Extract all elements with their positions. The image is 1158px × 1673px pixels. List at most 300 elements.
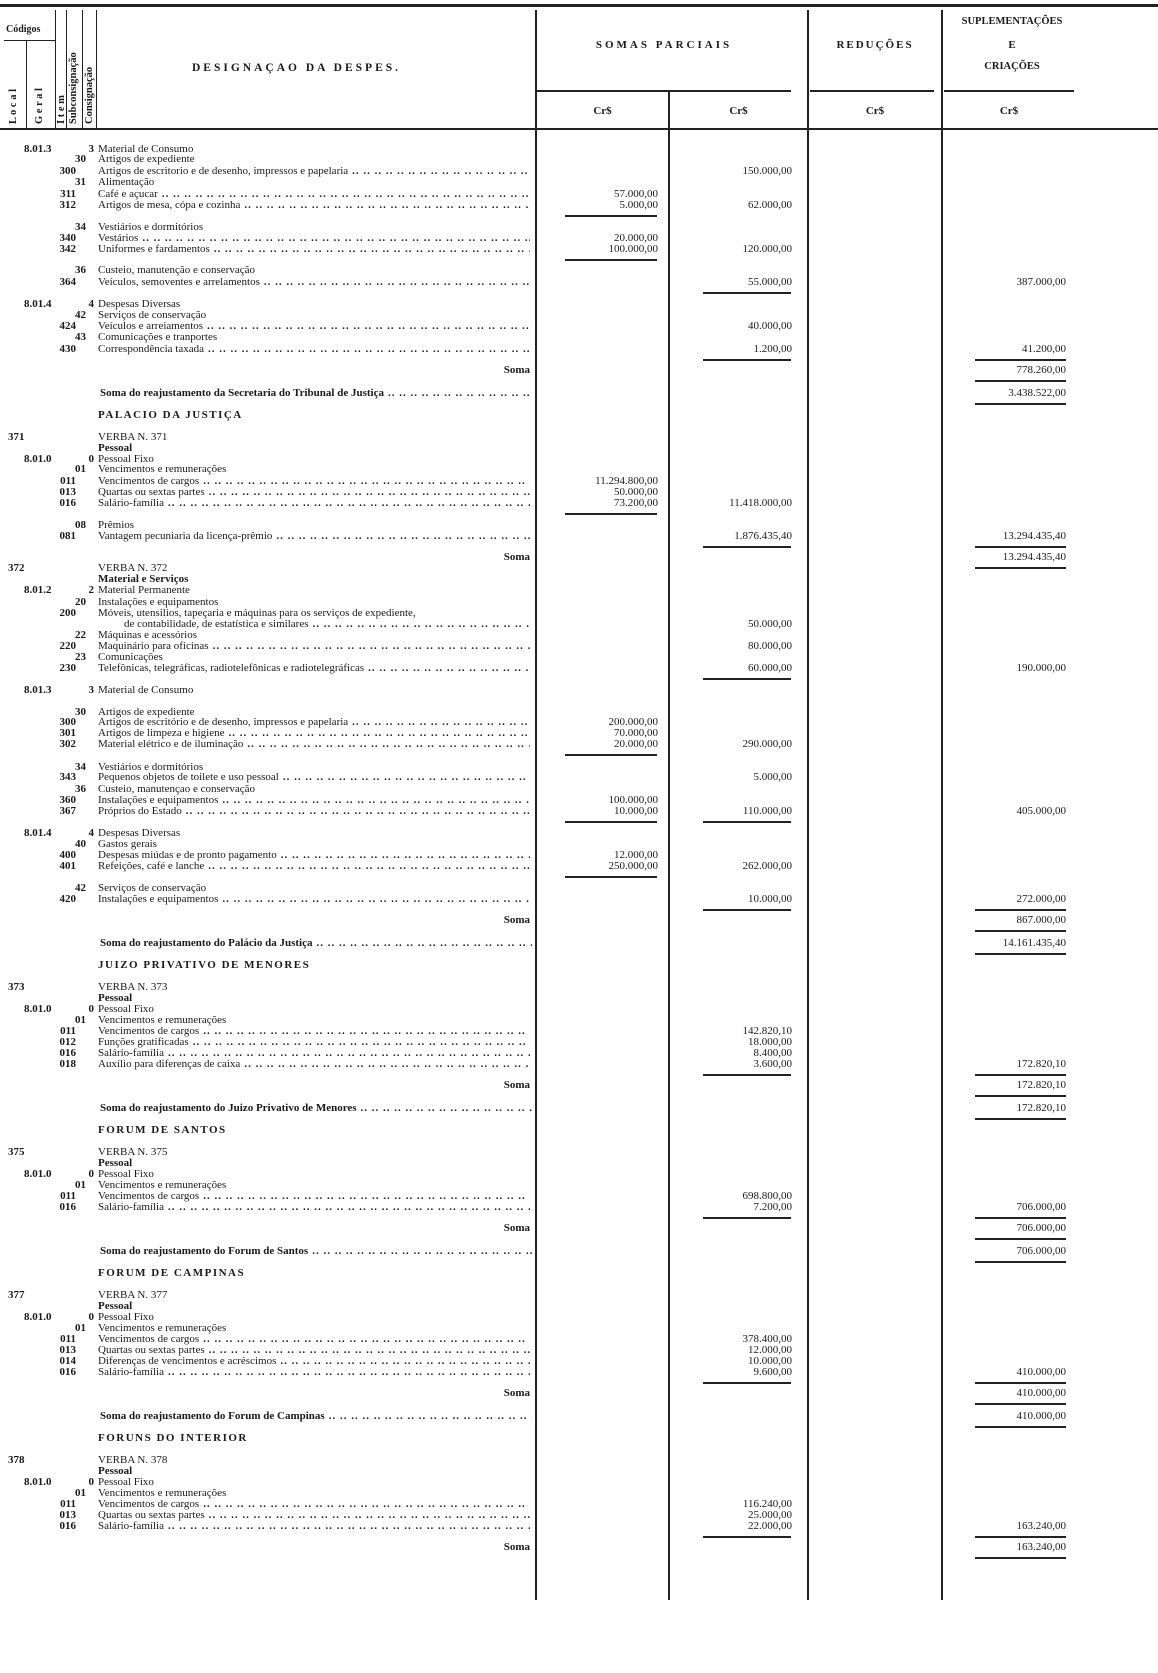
sum-rule (975, 1536, 1066, 1538)
item-code: 200 (59, 607, 76, 619)
designacao-text: VERBA N. 372 (98, 563, 168, 574)
sum-rule (703, 909, 791, 911)
table-row (0, 1521, 1158, 1532)
consignacao-code: 0 (88, 453, 94, 465)
designacao-cell (100, 1411, 532, 1422)
item-code: 300 (59, 716, 76, 728)
designacao-cell (98, 365, 530, 376)
designacao-cell (98, 244, 530, 255)
designacao-cell (98, 1268, 530, 1279)
dot-leader (277, 850, 530, 861)
suplementacao-value: 163.240,00 (1016, 1520, 1066, 1532)
currency-header-p2: Cr$ (729, 105, 748, 117)
sum-rule (565, 876, 657, 878)
designacao-text: Vencimentos e remunerações (98, 464, 227, 475)
table-row (0, 1059, 1158, 1070)
designacao-text: VERBA N. 375 (98, 1147, 168, 1158)
soma-parcial-2-value: 378.400,00 (742, 1333, 792, 1345)
soma-parcial-2-value: 7.200,00 (753, 1201, 792, 1213)
designacao-text: Material de Consumo (98, 144, 194, 155)
soma-parcial-1-value: 70.000,00 (614, 727, 658, 739)
item-code: 424 (59, 320, 76, 332)
suplementacao-value: 163.240,00 (1016, 1541, 1066, 1553)
designacao-text: Artigos de expediente (98, 707, 195, 718)
item-code: 014 (59, 1355, 76, 1367)
designacao-cell (98, 641, 530, 652)
table-row (0, 1323, 1158, 1334)
dot-leader (205, 487, 530, 498)
designacao-cell (98, 189, 530, 200)
table-row (0, 1301, 1158, 1312)
item-code: 011 (60, 1498, 76, 1510)
consignacao-code: 0 (88, 1003, 94, 1015)
col-divider (26, 40, 27, 128)
table-row (0, 652, 1158, 663)
soma-parcial-2-value: 698.800,00 (742, 1190, 792, 1202)
table-row (0, 894, 1158, 905)
designacao-cell (98, 685, 530, 696)
designacao-text: Móveis, utensilios, tapeçaria e máquinas para os serviços de expediente, (98, 608, 416, 619)
soma-parcial-2-value: 8.400,00 (753, 1047, 792, 1059)
designacao-text: Próprios do Estado (98, 806, 182, 817)
designacao-text: Pessoal Fixo (98, 1312, 154, 1323)
designacao-cell (98, 728, 530, 739)
designacao-text: Correspondência taxada (98, 344, 204, 355)
designacao-cell (98, 717, 530, 728)
designacao-text: Salário-família (98, 1521, 164, 1532)
table-row (0, 321, 1158, 332)
designacao-text: Vencimentos e remunerações (98, 1323, 227, 1334)
dot-leader (308, 1246, 532, 1257)
section-heading (0, 1268, 1158, 1279)
verba-code: 378 (8, 1454, 25, 1466)
designacao-cell (98, 839, 530, 850)
sum-rule (975, 546, 1066, 548)
suplementacoes-divider (944, 90, 1074, 92)
sum-rule (975, 1426, 1066, 1428)
table-row (0, 993, 1158, 1004)
table-row (0, 177, 1158, 188)
item-code: 220 (59, 640, 76, 652)
designacao-cell (98, 464, 530, 475)
designacao-cell (98, 265, 530, 276)
dot-leader (182, 806, 530, 817)
sum-rule (975, 1095, 1066, 1097)
designacao-text: Instalações e equipamentos (98, 597, 219, 608)
designacao-text: Pessoal (98, 1158, 133, 1169)
designacao-cell (98, 310, 530, 321)
item-code: 312 (59, 199, 76, 211)
soma-parcial-2-value: 262.000,00 (742, 860, 792, 872)
table-row (0, 520, 1158, 531)
item-code: 343 (59, 771, 76, 783)
designacao-cell (98, 1488, 530, 1499)
designacao-text: Salário-família (98, 1202, 164, 1213)
item-code: 018 (59, 1058, 76, 1070)
designacao-text: Soma (503, 915, 530, 926)
geral-code: 8.01.0 (24, 1311, 52, 1323)
item-code: 364 (59, 276, 76, 288)
table-row (0, 222, 1158, 233)
sum-rule (975, 359, 1066, 361)
designacao-text: Artigos de expediente (98, 154, 195, 165)
table-row (0, 1048, 1158, 1059)
subconsignacao-code: 42 (75, 309, 86, 321)
table-row (0, 332, 1158, 343)
soma-parcial-2-value: 1.200,00 (753, 343, 792, 355)
somas-divider (537, 90, 791, 92)
designacao-text: Soma do reajustamento da Secretaria do Tribunal de Justiça (100, 388, 384, 399)
designacao-text: Soma do reajustamento do Forum de Santos (100, 1246, 309, 1257)
soma-parcial-2-value: 12.000,00 (748, 1344, 792, 1356)
consignacao-code: 2 (88, 584, 94, 596)
designacao-text: Pessoal Fixo (98, 454, 154, 465)
consignacao-code: 0 (88, 1476, 94, 1488)
designacao-text: Material Permanente (98, 585, 190, 596)
verba-code: 377 (8, 1289, 25, 1301)
soma-parcial-2-value: 55.000,00 (748, 276, 792, 288)
designacao-cell (98, 795, 530, 806)
designacao-text: Alimentação (98, 177, 155, 188)
table-row (0, 850, 1158, 861)
designacao-cell (98, 154, 530, 165)
subconsignacao-code: 01 (75, 463, 86, 475)
soma-parcial-2-value: 9.600,00 (753, 1366, 792, 1378)
sum-rule (975, 1382, 1066, 1384)
dot-leader (205, 1345, 530, 1356)
soma-parcial-2-value: 22.000,00 (748, 1520, 792, 1532)
designacao-text: Vestiários e dormitórios (98, 762, 204, 773)
dot-leader (357, 1103, 532, 1114)
designacao-cell (98, 861, 530, 872)
table-row (0, 685, 1158, 696)
designacao-text: Custeio, manutenção e conservação (98, 265, 255, 276)
designacao-cell (98, 1290, 530, 1301)
designacao-cell (98, 277, 530, 288)
designacao-text: Pessoal Fixo (98, 1004, 154, 1015)
table-row (0, 531, 1158, 542)
designacao-text: Soma (503, 1542, 530, 1553)
designacao-cell (98, 563, 530, 574)
sum-rule (565, 259, 657, 261)
soma-parcial-2-value: 25.000,00 (748, 1509, 792, 1521)
item-code: 400 (59, 849, 76, 861)
designacao-cell (98, 1367, 530, 1378)
consignacao-code: 0 (88, 1168, 94, 1180)
sum-rule (703, 1217, 791, 1219)
table-row (0, 1202, 1158, 1213)
designacao-cell (98, 1521, 530, 1532)
dot-leader (325, 1411, 532, 1422)
suplementacao-value: 410.000,00 (1016, 1410, 1066, 1422)
table-row (0, 1466, 1158, 1477)
table-row (0, 861, 1158, 872)
dot-leader (209, 641, 530, 652)
reajustamento-total-row (0, 938, 1158, 949)
designacao-text: Máquinas e acessórios (98, 630, 197, 641)
soma-parcial-1-value: 200.000,00 (608, 716, 658, 728)
designacao-cell (98, 1542, 530, 1553)
table-row (0, 1367, 1158, 1378)
designacao-cell (98, 222, 530, 233)
table-row (0, 1510, 1158, 1521)
table-row (0, 154, 1158, 165)
designacao-text: Soma do reajustamento do Juizo Privativo de Menores (100, 1103, 357, 1114)
suplementacao-value: 387.000,00 (1016, 276, 1066, 288)
sum-rule (565, 821, 657, 823)
designacao-text: Artigos de limpeza e higiene (98, 728, 225, 739)
table-row (0, 1158, 1158, 1169)
designacao-text: Pessoal Fixo (98, 1169, 154, 1180)
soma-parcial-1-value: 100.000,00 (608, 243, 658, 255)
designacao-cell (98, 1466, 530, 1477)
designacao-cell (98, 619, 530, 630)
consignacao-code: 0 (88, 1311, 94, 1323)
item-code: 016 (59, 1520, 76, 1532)
table-row (0, 828, 1158, 839)
dot-leader (272, 531, 530, 542)
designacao-text: Vestários (98, 233, 139, 244)
designacao-cell (98, 443, 530, 454)
dot-leader (199, 1026, 530, 1037)
subconsignacao-code: 08 (75, 519, 86, 531)
reajustamento-total-row (0, 1246, 1158, 1257)
dot-leader (138, 233, 530, 244)
consignacao-code: 3 (88, 684, 94, 696)
section-heading (0, 960, 1158, 971)
col-divider (96, 10, 97, 128)
soma-parcial-2-value: 150.000,00 (742, 165, 792, 177)
sum-rule (703, 1074, 791, 1076)
designacao-cell (98, 630, 530, 641)
designacao-cell (98, 410, 530, 421)
soma-parcial-1-value: 73.200,00 (614, 497, 658, 509)
dot-leader (199, 1499, 530, 1510)
designacao-text: FORUM DE SANTOS (98, 1125, 227, 1136)
table-row (0, 585, 1158, 596)
dot-leader (348, 717, 530, 728)
dot-leader (279, 772, 530, 783)
suplementacao-value: 41.200,00 (1022, 343, 1066, 355)
suplementacao-value: 3.438.522,00 (1008, 387, 1066, 399)
dot-leader (203, 321, 530, 332)
header-bottom-border (0, 128, 1158, 130)
designacao-text: Comunicações (98, 652, 163, 663)
designacao-cell (98, 1180, 530, 1191)
suplementacao-value: 706.000,00 (1016, 1245, 1066, 1257)
designacao-cell (98, 1147, 530, 1158)
table-row (0, 299, 1158, 310)
soma-parcial-1-value: 250.000,00 (608, 860, 658, 872)
item-code: 230 (59, 662, 76, 674)
table-row (0, 464, 1158, 475)
soma-row (0, 1542, 1158, 1553)
col-divider (82, 10, 83, 128)
designacao-cell (98, 487, 530, 498)
table-row (0, 443, 1158, 454)
item-code: 011 (60, 1190, 76, 1202)
soma-parcial-1-value: 50.000,00 (614, 486, 658, 498)
designacao-text: Pessoal (98, 1466, 133, 1477)
geral-code: 8.01.2 (24, 584, 52, 596)
designacao-cell (98, 652, 530, 663)
soma-row (0, 1388, 1158, 1399)
designacao-text: JUIZO PRIVATIVO DE MENORES (98, 960, 311, 971)
soma-row (0, 1223, 1158, 1234)
designacao-text: Despesas Diversas (98, 828, 181, 839)
item-code: 011 (60, 1025, 76, 1037)
designacao-text: Soma (503, 1388, 530, 1399)
designacao-cell (98, 585, 530, 596)
subconsignacao-code: 22 (75, 629, 86, 641)
item-code: 016 (59, 1047, 76, 1059)
table-row (0, 784, 1158, 795)
designacao-header: DESIGNAÇAO DA DESPES. (192, 62, 402, 74)
reajustamento-total-row (0, 1411, 1158, 1422)
designacao-text: Funções gratificadas (98, 1037, 189, 1048)
table-row (0, 739, 1158, 750)
designacao-text: Vencimentos de cargos (98, 476, 200, 487)
designacao-text: Despesas Diversas (98, 299, 181, 310)
designacao-cell (98, 1334, 530, 1345)
designacao-text: Artigos de escritório e de desenho, impressos e papelaria (98, 717, 349, 728)
dot-leader (205, 1510, 530, 1521)
item-code: 367 (59, 805, 76, 817)
designacao-text: Veículos, semoventes e arrelamentos (98, 277, 260, 288)
sum-rule (703, 1536, 791, 1538)
designacao-text: PALACIO DA JUSTIÇA (98, 410, 243, 421)
dot-leader (309, 619, 531, 630)
designacao-cell (98, 1323, 530, 1334)
designacao-text: Serviços de conservação (98, 310, 207, 321)
suplementacao-value: 405.000,00 (1016, 805, 1066, 817)
soma-parcial-1-value: 12.000,00 (614, 849, 658, 861)
designacao-cell (98, 1169, 530, 1180)
table-row (0, 189, 1158, 200)
soma-parcial-2-value: 116.240,00 (742, 1498, 792, 1510)
designacao-cell (100, 938, 532, 949)
soma-parcial-2-value: 10.000,00 (748, 1355, 792, 1367)
table-row (0, 1004, 1158, 1015)
table-row (0, 1477, 1158, 1488)
designacao-cell (98, 1510, 530, 1521)
subconsignacao-code: 01 (75, 1322, 86, 1334)
designacao-cell (98, 1345, 530, 1356)
designacao-text: Soma (503, 1080, 530, 1091)
subconsignacao-code: 20 (75, 596, 86, 608)
table-row (0, 1169, 1158, 1180)
table-row (0, 344, 1158, 355)
table-row (0, 244, 1158, 255)
soma-row (0, 552, 1158, 563)
item-code: 016 (59, 497, 76, 509)
designacao-cell (98, 1499, 530, 1510)
sum-rule (975, 380, 1066, 382)
dot-leader (199, 476, 530, 487)
designacao-text: Comunicações e tranportes (98, 332, 218, 343)
designacao-cell (98, 739, 530, 750)
designacao-text: Salário-família (98, 498, 164, 509)
item-code: 016 (59, 1366, 76, 1378)
designacao-text: Artigos de escritorio e de desenho, impressos e papelaria (98, 166, 349, 177)
dot-leader (164, 1202, 530, 1213)
item-code: 301 (59, 727, 76, 739)
consignacao-code: 4 (88, 298, 94, 310)
designacao-text: de contabilidade, de estatística e similares (124, 619, 309, 630)
item-code: 012 (59, 1036, 76, 1048)
designacao-text: Telefônicas, telegráficas, radiotelefônicas e radiotelegráficas (98, 663, 365, 674)
designacao-cell (98, 982, 530, 993)
suplementacao-value: 410.000,00 (1016, 1387, 1066, 1399)
table-row (0, 1147, 1158, 1158)
designacao-cell (98, 498, 530, 509)
table-row (0, 1334, 1158, 1345)
soma-parcial-2-value: 60.000,00 (748, 662, 792, 674)
dot-leader (224, 728, 530, 739)
dot-leader (164, 498, 530, 509)
designacao-cell (98, 1433, 530, 1444)
subconsignacao-code: 01 (75, 1014, 86, 1026)
dot-leader (199, 1191, 530, 1202)
designacao-text: Custeio, manutençao e conservação (98, 784, 255, 795)
suplementacao-value: 13.294.435,40 (1002, 530, 1066, 542)
subconsignacao-code: 30 (75, 153, 86, 165)
geral-code: 8.01.4 (24, 298, 52, 310)
table-row (0, 608, 1158, 619)
designacao-cell (98, 344, 530, 355)
designacao-text: Pessoal (98, 443, 133, 454)
top-border (0, 4, 1158, 7)
suplementacao-value: 172.820,10 (1016, 1058, 1066, 1070)
designacao-cell (100, 1246, 532, 1257)
soma-parcial-2-value: 18.000,00 (748, 1036, 792, 1048)
item-code: 430 (59, 343, 76, 355)
dot-leader (218, 795, 530, 806)
dot-leader (276, 1356, 530, 1367)
sum-rule (565, 754, 657, 756)
sum-rule (703, 678, 791, 680)
table-row (0, 717, 1158, 728)
designacao-text: Vantagem pecuniaria da licença-prêmio (98, 531, 273, 542)
designacao-text: Salário-família (98, 1367, 164, 1378)
suplementacao-value: 13.294.435,40 (1002, 551, 1066, 563)
sum-rule (975, 1261, 1066, 1263)
soma-parcial-2-value: 120.000,00 (742, 243, 792, 255)
table-row (0, 641, 1158, 652)
sum-rule (565, 215, 657, 217)
sum-rule (565, 513, 657, 515)
soma-parcial-1-value: 5.000,00 (619, 199, 658, 211)
table-row (0, 487, 1158, 498)
sum-rule (975, 1557, 1066, 1559)
table-row (0, 166, 1158, 177)
table-row (0, 1015, 1158, 1026)
suplementacao-value: 706.000,00 (1016, 1201, 1066, 1213)
designacao-cell (98, 1004, 530, 1015)
table-row (0, 1180, 1158, 1191)
geral-code: 8.01.0 (24, 1168, 52, 1180)
sum-rule (975, 1238, 1066, 1240)
sum-rule (703, 546, 791, 548)
designacao-text: Despesas miúdas e de pronto pagamento (98, 850, 277, 861)
designacao-cell (98, 166, 530, 177)
dot-leader (164, 1521, 530, 1532)
designacao-cell (98, 960, 530, 971)
suplementacao-value: 272.000,00 (1016, 893, 1066, 905)
designacao-text: Vestiários e dormitórios (98, 222, 204, 233)
table-row (0, 772, 1158, 783)
designacao-text: Pessoal (98, 1301, 133, 1312)
